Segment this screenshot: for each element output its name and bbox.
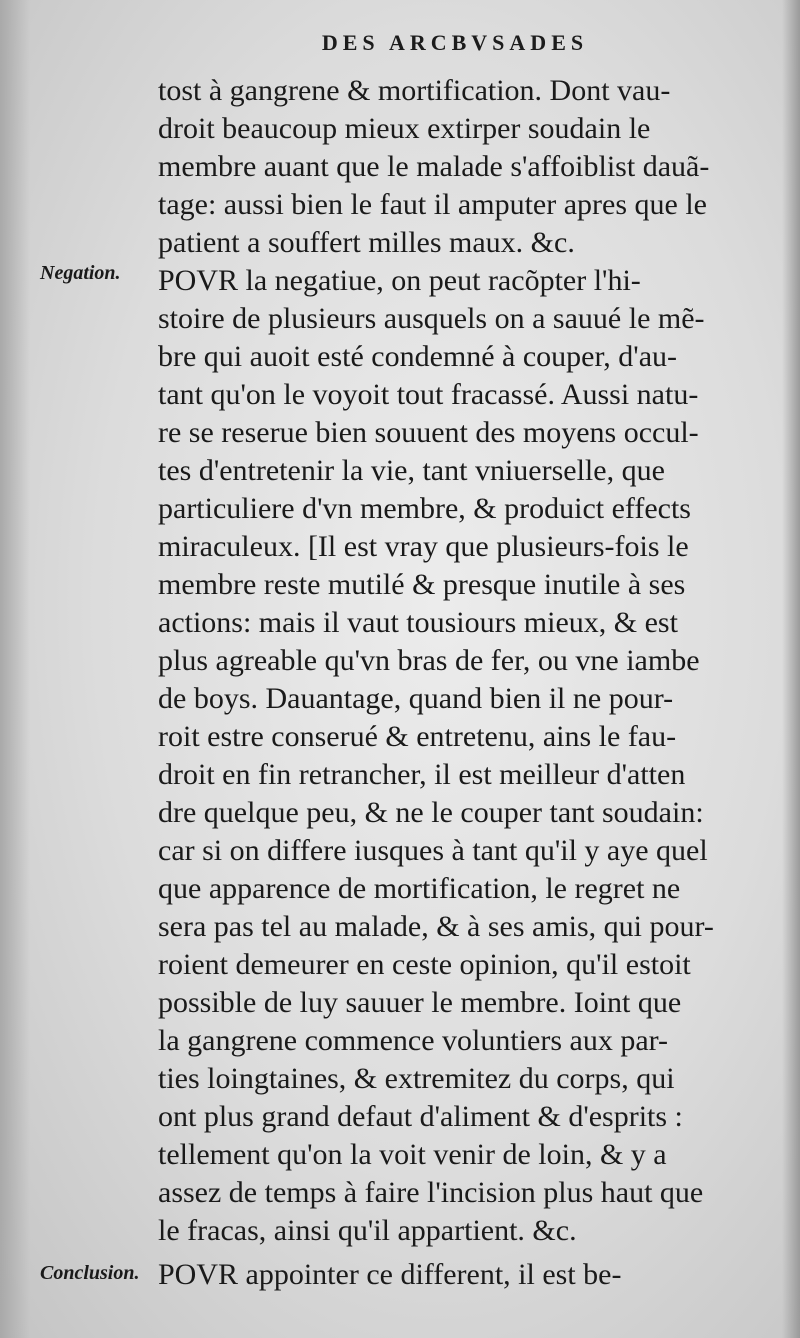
- body-line: la gangrene commence voluntiers aux par-: [158, 1024, 669, 1057]
- body-line: ties loingtaines, & extremitez du corps, qui: [158, 1062, 675, 1095]
- body-line: particuliere d'vn membre, & produict effects: [158, 492, 691, 525]
- body-line: miraculeux. [Il est vray que plusieurs-fois le: [158, 530, 689, 563]
- body-line: sera pas tel au malade, & à ses amis, qui pour-: [158, 910, 714, 943]
- body-line: plus agreable qu'vn bras de fer, ou vne iambe: [158, 644, 700, 677]
- body-line: stoire de plusieurs ausquels on a sauué le mẽ-: [158, 302, 705, 335]
- running-head: DES ARCBVSADES: [321, 30, 589, 55]
- body-line: tellement qu'on la voit venir de loin, & y a: [158, 1138, 667, 1171]
- body-line: membre auant que le malade s'affoiblist dauã-: [158, 150, 710, 183]
- body-line: actions: mais il vaut tousiours mieux, & est: [158, 606, 678, 639]
- body-line: tost à gangrene & mortification. Dont vau-: [158, 74, 671, 107]
- body-line: re se reserue bien souuent des moyens occul-: [158, 416, 699, 449]
- body-line: tant qu'on le voyoit tout fracassé. Aussi natu-: [158, 378, 699, 411]
- page-shadow-left: [0, 0, 30, 1338]
- body-line: roient demeurer en ceste opinion, qu'il estoit: [158, 948, 691, 981]
- body-line: de boys. Dauantage, quand bien il ne pour-: [158, 682, 674, 715]
- body-line: car si on differe iusques à tant qu'il y aye quel: [158, 834, 708, 867]
- body-line: membre reste mutilé & presque inutile à ses: [158, 568, 686, 601]
- body-line: roit estre conserué & entretenu, ains le fau-: [158, 720, 677, 753]
- body-line: POVR appointer ce different, il est be-: [158, 1258, 622, 1291]
- body-line: que apparence de mortification, le regret ne: [158, 872, 681, 905]
- body-line: ont plus grand defaut d'aliment & d'esprits :: [158, 1100, 683, 1133]
- body-line: le fracas, ainsi qu'il appartient. &c.: [158, 1214, 577, 1247]
- body-line: assez de temps à faire l'incision plus haut que: [158, 1176, 704, 1209]
- page-shadow-right: [782, 0, 800, 1338]
- margin-note-negation: Negation.: [40, 262, 121, 284]
- margin-note-conclusion: Conclusion.: [40, 1262, 140, 1284]
- body-line: patient a souffert milles maux. &c.: [158, 226, 575, 259]
- body-line: dre quelque peu, & ne le couper tant soudain:: [158, 796, 704, 829]
- body-line: possible de luy sauuer le membre. Ioint que: [158, 986, 682, 1019]
- body-line: droit beaucoup mieux extirper soudain le: [158, 112, 651, 145]
- body-line: tage: aussi bien le faut il amputer apres que le: [158, 188, 707, 221]
- body-line: droit en fin retrancher, il est meilleur d'atten: [158, 758, 686, 791]
- body-line: tes d'entretenir la vie, tant vniuerselle, que: [158, 454, 665, 487]
- body-line: POVR la negatiue, on peut racõpter l'hi-: [158, 264, 641, 297]
- body-line: bre qui auoit esté condemné à couper, d'au-: [158, 340, 677, 373]
